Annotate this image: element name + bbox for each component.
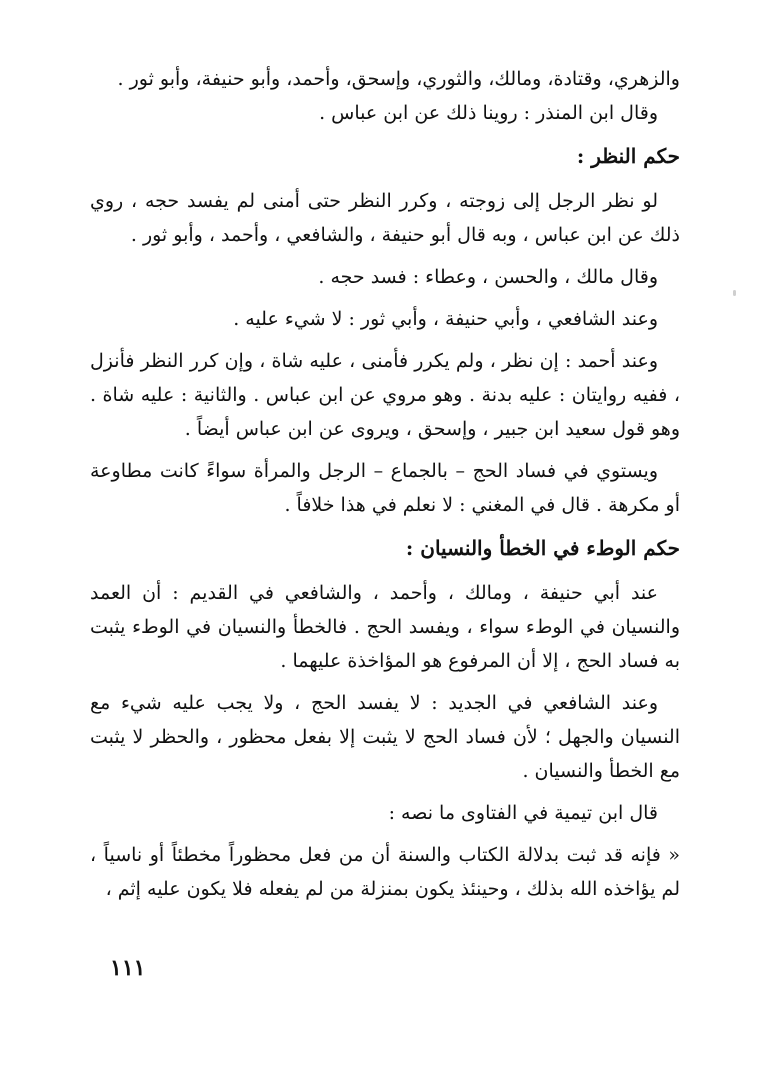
paragraph-11-quote: « فإنه قد ثبت بدلالة الكتاب والسنة أن من فعل محظوراً مخطئاً أو ناسياً ، لم يؤاخذه الله بذلك ، وحينئذ يكون بمنزلة من لم يفعله فلا يكون عليه إثم ، xyxy=(90,844,680,900)
paragraph-1: والزهري، وقتادة، ومالك، والثوري، وإسحق، وأحمد، وأبو حنيفة، وأبو ثور . xyxy=(117,68,680,90)
paragraph-2: وقال ابن المنذر : روينا ذلك عن ابن عباس . xyxy=(319,102,658,124)
paragraph-7: ويستوي في فساد الحج – بالجماع – الرجل والمرأة سواءً كانت مطاوعة أو مكرهة . قال في المغني : لا نعلم في هذا خلافاً . xyxy=(90,460,680,516)
heading-ruling-mistake: حكم الوطء في الخطأ والنسيان : xyxy=(405,536,680,560)
paragraph-6: وعند أحمد : إن نظر ، ولم يكرر فأمنى ، عليه شاة ، وإن كرر النظر فأنزل ، ففيه روايتان : عليه بدنة . وهو مروي عن ابن عباس . والثانية : عليه شاة . وهو قول سعيد ابن جبير ، وإسحق ، ويروى عن ابن عباس أيضاً . xyxy=(90,350,680,440)
scan-speck xyxy=(733,290,736,296)
paragraph-3: لو نظر الرجل إلى زوجته ، وكرر النظر حتى أمنى لم يفسد حجه ، روي ذلك عن ابن عباس ، وبه قال أبو حنيفة ، والشافعي ، وأحمد ، وأبو ثور . xyxy=(90,190,680,246)
paragraph-4: وقال مالك ، والحسن ، وعطاء : فسد حجه . xyxy=(318,266,658,288)
page-number: ١١١ xyxy=(110,955,146,981)
heading-ruling-gaze: حكم النظر : xyxy=(576,144,680,168)
paragraph-10: قال ابن تيمية في الفتاوى ما نصه : xyxy=(388,802,658,824)
paragraph-8: عند أبي حنيفة ، ومالك ، وأحمد ، والشافعي في القديم : أن العمد والنسيان في الوطء سواء ، ويفسد الحج . فالخطأ والنسيان في الوطء يثبت به فساد الحج ، إلا أن المرفوع هو المؤاخذة عليهما . xyxy=(90,582,680,672)
page-body xyxy=(90,62,680,914)
paragraph-9: وعند الشافعي في الجديد : لا يفسد الحج ، ولا يجب عليه شيء مع النسيان والجهل ؛ لأن فساد الحج لا يثبت إلا بفعل محظور ، والحظر لا يثبت مع الخطأ والنسيان . xyxy=(90,692,680,782)
paragraph-5: وعند الشافعي ، وأبي حنيفة ، وأبي ثور : لا شيء عليه . xyxy=(233,308,658,330)
